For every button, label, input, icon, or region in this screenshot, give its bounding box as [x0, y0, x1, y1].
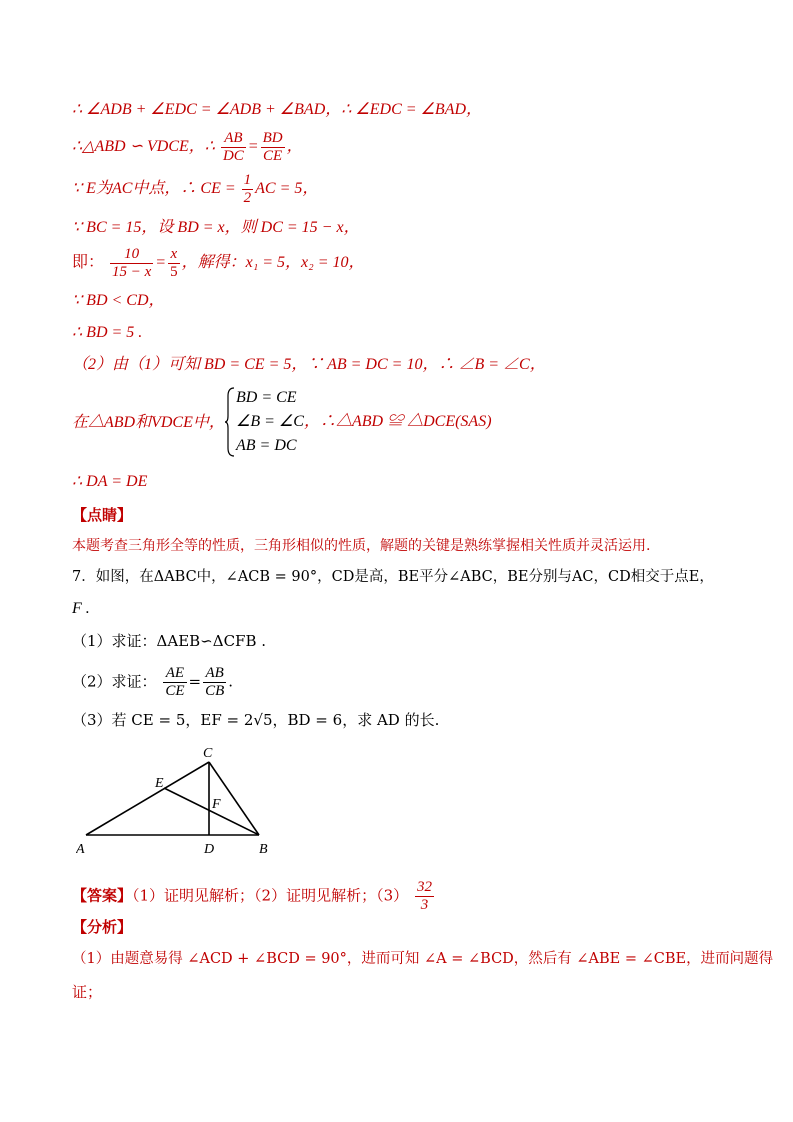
solution-line-6: ∵ BD < CD， — [72, 292, 165, 309]
question-7-part-2a: （2）求证： — [72, 672, 157, 691]
fraction-denominator: CE — [165, 683, 185, 699]
dianjing-text: 本题考查三角形全等的性质，三角形相似的性质，解题的关键是熟练掌握相关性质并灵活运用. — [72, 538, 651, 554]
solution-line-5a: 即： — [72, 254, 105, 272]
system-eq-3: AB = DC — [236, 437, 297, 454]
solution-line-3 — [72, 172, 318, 207]
answer-line — [72, 879, 436, 914]
fraction-bd-ce — [261, 130, 285, 165]
solution-line-3b: AC = 5， — [255, 180, 319, 198]
fraction-denominator: 15 − x — [112, 264, 152, 280]
fraction-denominator: 5 — [170, 264, 178, 280]
line-end-punct: ， — [286, 138, 303, 156]
fraction-numerator: AE — [163, 665, 186, 683]
fraction-denominator: 3 — [420, 897, 429, 913]
segment-ac — [86, 762, 209, 835]
solution-line-1 — [72, 100, 482, 120]
solution-line-9b: ，∴△ABD ≌ △DCE(SAS) — [304, 413, 492, 430]
system-brace — [224, 386, 236, 458]
fraction-one-half — [242, 172, 254, 207]
solution-line-8: （2）由（1）可知 BD = CE = 5，∵ AB = DC = 10，∴ ∠B = ∠C， — [72, 356, 546, 373]
equals-sign: = — [247, 138, 259, 156]
label-a: A — [76, 842, 85, 857]
fraction-ae-ce — [163, 665, 186, 700]
fraction-denominator: CE — [263, 148, 283, 164]
fraction-denominator: DC — [222, 148, 244, 164]
question-7-line-2: F . — [72, 600, 90, 617]
solution-line-1b: ，∴ ∠EDC = ∠BAD， — [325, 101, 483, 118]
fraction-numerator: AB — [203, 665, 226, 683]
solution-line-2a: ∴△ABD ∽ VDCE — [72, 138, 189, 156]
system-eq-2: ∠B = ∠C — [236, 413, 304, 430]
fraction-numerator: 32 — [416, 879, 432, 895]
solution-line-2 — [72, 130, 303, 165]
dianjing-label: 【点睛】 — [72, 506, 133, 524]
analysis-label: 【分析】 — [72, 918, 133, 936]
label-f: F — [212, 797, 221, 812]
question-7-part-2 — [72, 665, 233, 700]
system-equations — [236, 386, 304, 458]
fraction-denominator: CB — [205, 683, 225, 699]
solution-line-7: ∴ BD = 5 . — [72, 324, 143, 341]
label-c: C — [203, 746, 213, 761]
solution-line-9a: 在△ABD和VDCE中， — [72, 414, 225, 431]
fraction-numerator: 10 — [110, 246, 153, 264]
answer-text: （1）证明见解析；（2）证明见解析；（3） — [132, 886, 409, 905]
fraction-ab-dc — [221, 130, 246, 165]
solution-line-10: ∴ DA = DE — [72, 473, 148, 490]
analysis-line-2: 证； — [72, 983, 103, 1001]
solution-line-2b: ，∴ — [188, 138, 215, 156]
solution-line-5 — [72, 246, 365, 281]
equals-sign: = — [155, 254, 167, 272]
solution-line-3a: ∵ E为AC中点，∴ CE = — [72, 180, 236, 198]
label-b: B — [259, 842, 268, 857]
fraction-x-over-5 — [168, 246, 180, 281]
fraction-ab-cb — [203, 665, 226, 700]
label-e: E — [155, 776, 164, 791]
analysis-line-1: （1）由题意易得 ∠ACD + ∠BCD = 90°，进而可知 ∠A = ∠BCD，然后有 ∠ABE = ∠CBE，进而问题得 — [72, 951, 774, 967]
fraction-numerator: AB — [221, 130, 246, 148]
solution-line-4: ∵ BC = 15，设 BD = x，则 DC = 15 − x， — [72, 219, 360, 236]
fraction-32-over-3 — [415, 879, 434, 914]
question-7-line-1: 7．如图，在ΔABC中，∠ACB = 90°，CD是高，BE平分∠ABC，BE分别与AC，CD相交于点E， — [72, 569, 714, 585]
answer-label: 【答案】 — [72, 886, 133, 905]
fraction-numerator: BD — [262, 130, 283, 146]
solution-line-5b: ，解得：x₁ = 5，x₂ = 10， — [181, 254, 365, 272]
solution-line-1a: ∴ ∠ADB + ∠EDC = ∠ADB + ∠BAD — [72, 101, 326, 118]
label-d: D — [204, 842, 215, 857]
equals-sign: = — [188, 672, 202, 691]
question-7-part-1: （1）求证：ΔAEB∽ΔCFB . — [72, 632, 267, 650]
fraction-denominator: 2 — [243, 190, 252, 206]
system-eq-1: BD = CE — [236, 389, 297, 406]
line-end-punct: . — [228, 672, 234, 691]
fraction-numerator: x — [168, 246, 180, 264]
triangle-figure — [76, 742, 276, 858]
fraction-numerator: 1 — [243, 172, 252, 188]
question-7-part-3: （3）若 CE = 5，EF = 2√5，BD = 6，求 AD 的长. — [72, 711, 440, 729]
fraction-10-over — [110, 246, 153, 281]
